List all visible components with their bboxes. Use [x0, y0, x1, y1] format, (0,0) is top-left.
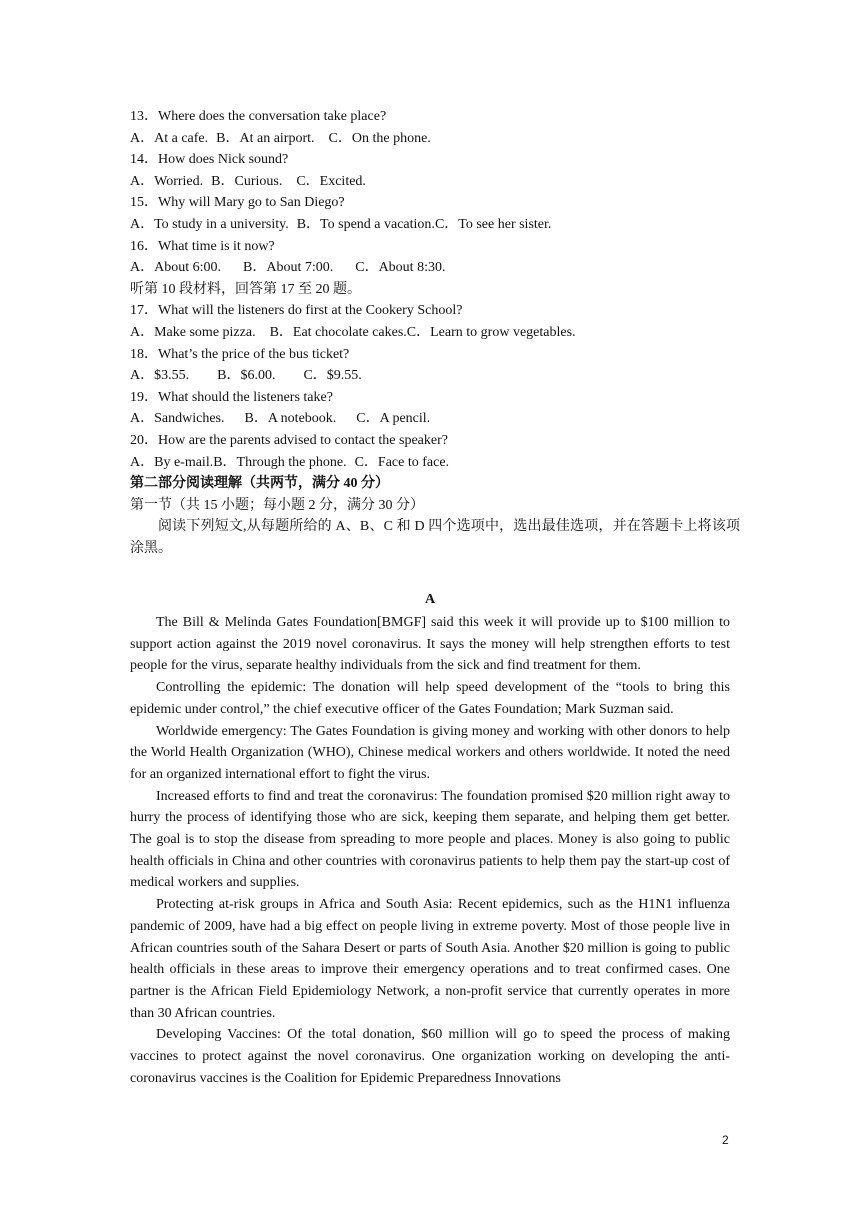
option-c: C．To see her sister.: [434, 216, 552, 232]
option-c: C．A pencil.: [356, 411, 431, 427]
option-a: A．Sandwiches.: [130, 411, 225, 427]
option-b: B．Eat chocolate cakes.: [269, 324, 407, 340]
option-a: A．Worried.: [130, 173, 204, 189]
question-options: [130, 214, 740, 236]
question-text: 15．Why will Mary go to San Diego?: [130, 195, 345, 211]
option-b: B．Through the phone.: [213, 454, 347, 470]
option-a: A．At a cafe.: [130, 130, 209, 146]
question-options: [130, 322, 740, 344]
option-b: B．$6.00.: [217, 368, 276, 384]
listening-questions: [130, 106, 740, 559]
paragraph: Controlling the epidemic: The donation will help speed development of the “tools to bring this epidemic under control,” the chief executive officer of the Gates Foundation; Mark Suzman said.: [130, 680, 730, 717]
question-options: [130, 365, 740, 387]
section-note: 听第 10 段材料，回答第 17 至 20 题。: [130, 281, 361, 297]
part2-heading: 第二部分阅读理解（共两节，满分 40 分）: [130, 476, 389, 492]
option-a: A．About 6:00.: [130, 260, 221, 276]
paragraph: Developing Vaccines: Of the total donation, $60 million will go to speed the process of making vaccines to protect against the novel coronavirus. One organization working on developing the anti-coronavirus vaccines is the Coalition for Epidemic Preparedness Innovations: [130, 1027, 730, 1086]
passage-body: [130, 612, 730, 1089]
question-text: 16．What time is it now?: [130, 238, 275, 254]
section1-heading: 第一节（共 15 小题；每小题 2 分，满分 30 分）: [130, 497, 424, 513]
question-text: 13．Where does the conversation take place?: [130, 109, 387, 124]
option-a: A．$3.55.: [130, 368, 190, 384]
question-options: [130, 452, 740, 474]
paragraph: Protecting at-risk groups in Africa and South Asia: Recent epidemics, such as the H1N1 influenza pandemic of 2009, have had a big effect on people living in extreme poverty. Most of those people live in African countries south of the Sahara Desert or parts of South Asia. Another $20 million is going to public health officials in these areas to improve their emergency operations and to treat confirmed cases. One partner is the African Field Epidemiology Network, a non-profit service that currently operates in more than 30 African countries.: [130, 897, 730, 1021]
option-b: B．To spend a vacation.: [296, 216, 435, 232]
question-text: 14．How does Nick sound?: [130, 152, 289, 168]
question-options: [130, 257, 740, 279]
option-c: C．$9.55.: [303, 368, 362, 384]
paragraph: The Bill & Melinda Gates Foundation[BMGF] said this week it will provide up to $100 million to support action against the 2019 novel coronavirus. It says the money will help strengthen efforts to test people for the virus, separate healthy individuals from the sick and find treatment for them.: [130, 615, 730, 674]
option-b: B．At an airport.: [216, 130, 315, 146]
option-a: A．To study in a university.: [130, 216, 289, 232]
reading-instructions: 阅读下列短文,从每题所给的 A、B、C 和 D 四个选项中，选出最佳选项，并在答题卡上将该项涂黑。: [130, 519, 740, 556]
paragraph: Increased efforts to find and treat the coronavirus: The foundation promised $20 million right away to hurry the process of identifying those who are sick, keeping them separate, and helping them get better. The goal is to stop the disease from spreading to more people and places. Money is also going to public health officials in China and other countries with coronavirus patients to help them pay the start-up cost of medical workers and supplies.: [130, 788, 730, 891]
question-text: 19．What should the listeners take?: [130, 389, 333, 405]
question-text: 18．What’s the price of the bus ticket?: [130, 346, 350, 362]
passage-title: A: [424, 592, 436, 607]
option-c: C．About 8:30.: [355, 260, 446, 276]
option-c: C．On the phone.: [328, 130, 431, 146]
question-options: [130, 128, 740, 150]
option-c: C．Face to face.: [354, 454, 450, 470]
question-options: [130, 408, 740, 430]
page-number: 2: [722, 1133, 729, 1147]
option-a: A．Make some pizza.: [130, 324, 256, 340]
question-text: 20．How are the parents advised to contact the speaker?: [130, 432, 448, 448]
question-text: 17．What will the listeners do first at the Cookery School?: [130, 303, 463, 319]
option-b: B．About 7:00.: [243, 260, 334, 276]
question-options: [130, 171, 740, 193]
option-c: C．Excited.: [296, 173, 366, 189]
paragraph: Worldwide emergency: The Gates Foundation is giving money and working with other donors to help the World Health Organization (WHO), Chinese medical workers and others worldwide. It noted the need for an organized international effort to fight the virus.: [130, 723, 730, 782]
option-c: C．Learn to grow vegetables.: [406, 324, 576, 340]
option-b: B．A notebook.: [244, 411, 337, 427]
option-a: A．By e-mail.: [130, 454, 214, 470]
option-b: B．Curious.: [211, 173, 283, 189]
